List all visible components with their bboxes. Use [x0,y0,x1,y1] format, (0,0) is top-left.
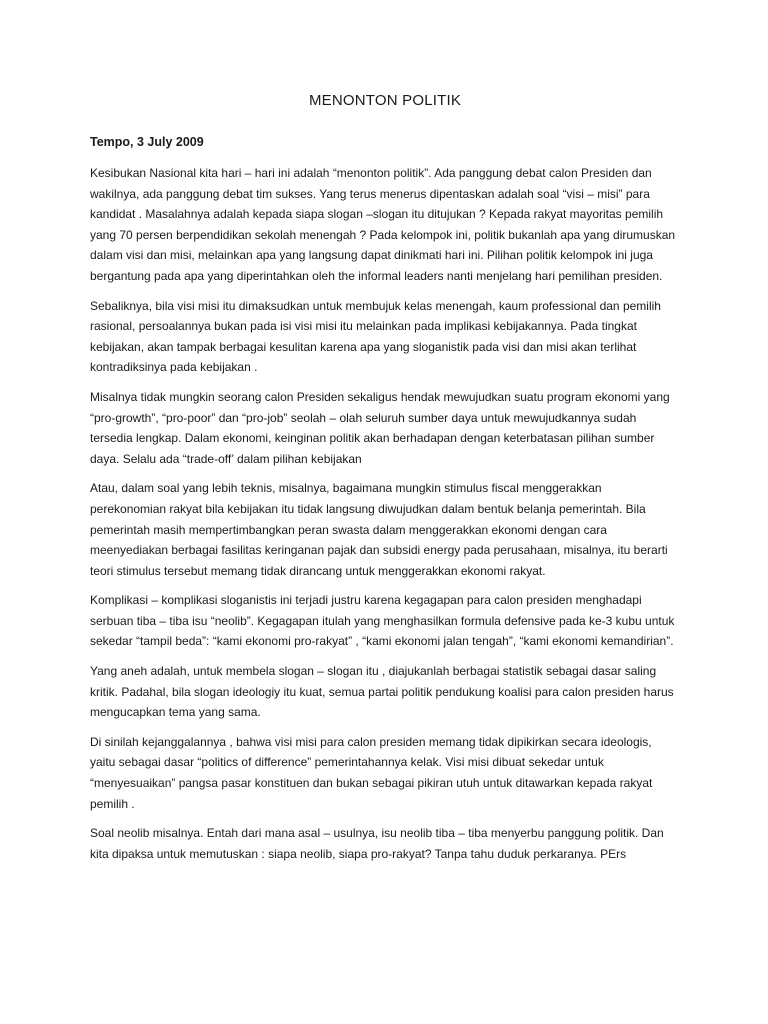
paragraph-6: Yang aneh adalah, untuk membela slogan – slogan itu , diajukanlah berbagai statistik sebagai dasar saling kritik. Padahal, bila slogan ideologiy itu kuat, semua partai politik pendukung koalisi para calon presiden harus mengucapkan tema yang sama. [90,664,674,720]
document-dateline: Tempo, 3 July 2009 [90,135,204,149]
paragraph-4: Atau, dalam soal yang lebih teknis, misalnya, bagaimana mungkin stimulus fiscal menggerakkan perekonomian rakyat bila kebijakan itu tidak langsung diwujudkan dalam bentuk belanja pemerintah. Bila pemerintah masih mempertimbangkan peran swasta dalam menggerakkan ekonomi dengan cara meenyediakan berbagai fasilitas keringanan pajak dan subsidi energy pada perusahaan, misalnya, itu berarti teori stimulus tersebut memang tidak dirancang untuk menggerakkan ekonomi rakyat. [90,481,668,578]
paragraph-5: Komplikasi – komplikasi sloganistis ini terjadi justru karena kegagapan para calon presiden menghadapi serbuan tiba – tiba isu “neolib”. Kegagapan itulah yang menghasilkan formula defensive pada ke-3 kubu untuk sekedar “tampil beda”: “kami ekonomi pro-rakyat” , “kami ekonomi jalan tengah”, “kami ekonomi kemandirian”. [90,593,675,649]
paragraph-7: Di sinilah kejanggalannya , bahwa visi misi para calon presiden memang tidak dipikirkan secara ideologis, yaitu sebagai dasar “politics of difference” pemerintahannya kelak. Visi misi dibuat sekedar untuk “menyesuaikan” pangsa pasar konstituen dan bukan sebagai pikiran utuh untuk ditawarkan kepada rakyat pemilih . [90,734,653,811]
paragraph-1: Kesibukan Nasional kita hari – hari ini adalah “menonton politik”. Ada panggung debat calon Presiden dan wakilnya, ada panggung debat tim sukses. Yang terus menerus dipentaskan adalah soal “visi – misi” para kandidat . Masalahnya adalah kepada siapa slogan –slogan itu ditujukan ? Kepada rakyat mayoritas pemilih yang 70 persen berpendidikan sekolah menengah ? Pada kelompok ini, politik bukanlah apa yang dirumuskan dalam visi dan misi, melainkan apa yang langsung dapat dinikmati hari ini. Pilihan politik kelompok ini juga bergantung pada apa yang diperintahkan oleh the informal leaders nanti menjelang hari pemilihan presiden. [90,166,676,283]
document-body [90,92,680,873]
paragraph-8: Soal neolib misalnya. Entah dari mana asal – usulnya, isu neolib tiba – tiba menyerbu panggung politik. Dan kita dipaksa untuk memutuskan : siapa neolib, siapa pro-rakyat? Tanpa tahu duduk perkaranya. PErs [90,826,664,861]
paragraph-3: Misalnya tidak mungkin seorang calon Presiden sekaligus hendak mewujudkan suatu program ekonomi yang “pro-growth”, “pro-poor” dan “pro-job” seolah – olah seluruh sumber daya untuk mewujudkannya sudah tersedia lengkap. Dalam ekonomi, keinginan politik akan berhadapan dengan keterbatasan pilihan sumber daya. Selalu ada “trade-off’ dalam pilihan kebijakan [90,389,670,466]
paragraph-2: Sebaliknya, bila visi misi itu dimaksudkan untuk membujuk kelas menengah, kaum professional dan pemilih rasional, persoalannya bukan pada isi visi misi itu melainkan pada implikasi kebijakannya. Pada tingkat kebijakan, akan tampak berbagai kesulitan karena apa yang sloganistik pada visi dan misi akan terlihat kontradiksinya pada kebijakan . [90,298,661,375]
document-title: MENONTON POLITIK [308,92,462,109]
